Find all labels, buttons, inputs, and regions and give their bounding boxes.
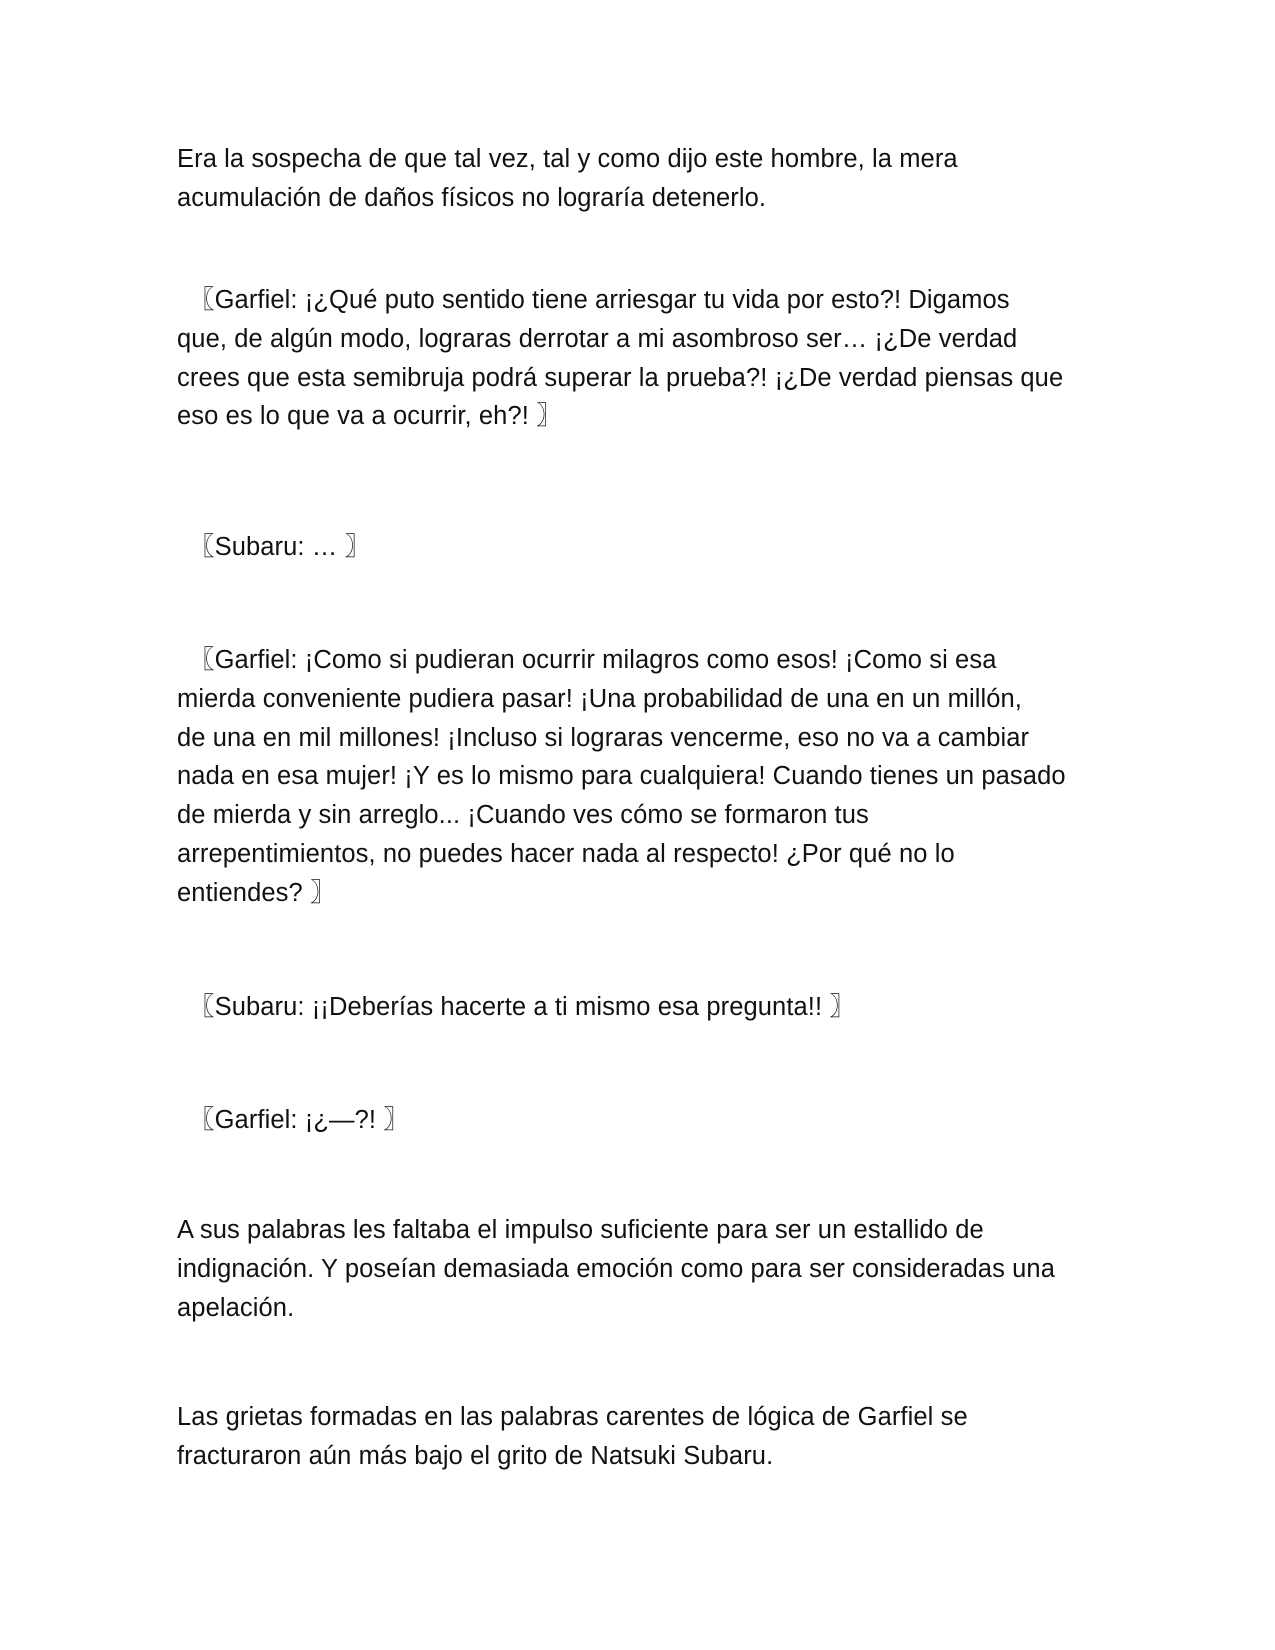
text-line: Las grietas formadas en las palabras carentes de lógica de Garfiel se <box>177 1403 968 1431</box>
paragraph-narration <box>177 1211 1107 1327</box>
text-line: crees que esta semibruja podrá superar la prueba?! ¡¿De verdad piensas que <box>177 363 1064 392</box>
text-line: 〖Garfiel: ¡Como si pudieran ocurrir milagros como esos! ¡Como si esa <box>189 646 997 674</box>
text-line: mierda conveniente pudiera pasar! ¡Una probabilidad de una en un millón, <box>177 684 1022 713</box>
text-line: 〖Garfiel: ¡¿—?! 〗 <box>189 1106 409 1134</box>
paragraph-narration <box>177 1398 1107 1476</box>
text-line: nada en esa mujer! ¡Y es lo mismo para cualquiera! Cuando tienes un pasado <box>177 762 1066 791</box>
text-line: 〖Subaru: ¡¡Deberías hacerte a ti mismo esa pregunta!! 〗 <box>189 993 855 1021</box>
text-line: indignación. Y poseían demasiada emoción como para ser consideradas una <box>177 1254 1055 1283</box>
text-line: que, de algún modo, lograras derrotar a mi asombroso ser… ¡¿De verdad <box>177 324 1018 353</box>
text-line: 〖Subaru: … 〗 <box>189 533 371 561</box>
text-line: de una en mil millones! ¡Incluso si lograras vencerme, eso no va a cambiar <box>177 723 1030 752</box>
text-line: eso es lo que va a ocurrir, eh?! 〗 <box>177 402 562 431</box>
text-line: arrepentimientos, no puedes hacer nada al respecto! ¿Por qué no lo <box>177 839 955 868</box>
text-line: A sus palabras les faltaba el impulso suficiente para ser un estallido de <box>177 1216 984 1244</box>
paragraph-narration <box>177 140 1107 218</box>
text-line: apelación. <box>177 1293 295 1322</box>
dialogue-garfiel <box>177 1101 1107 1140</box>
text-line: fracturaron aún más bajo el grito de Natsuki Subaru. <box>177 1441 774 1470</box>
text-line: de mierda y sin arreglo... ¡Cuando ves cómo se formaron tus <box>177 801 869 830</box>
dialogue-subaru <box>177 988 1107 1027</box>
text-line: acumulación de daños físicos no lograría detenerlo. <box>177 183 767 212</box>
dialogue-subaru <box>177 528 1107 567</box>
text-line: Era la sospecha de que tal vez, tal y como dijo este hombre, la mera <box>177 145 958 173</box>
dialogue-garfiel <box>177 281 1107 436</box>
text-line: 〖Garfiel: ¡¿Qué puto sentido tiene arriesgar tu vida por esto?! Digamos <box>189 286 1010 314</box>
text-line: entiendes? 〗 <box>177 878 336 907</box>
dialogue-garfiel <box>177 641 1107 913</box>
